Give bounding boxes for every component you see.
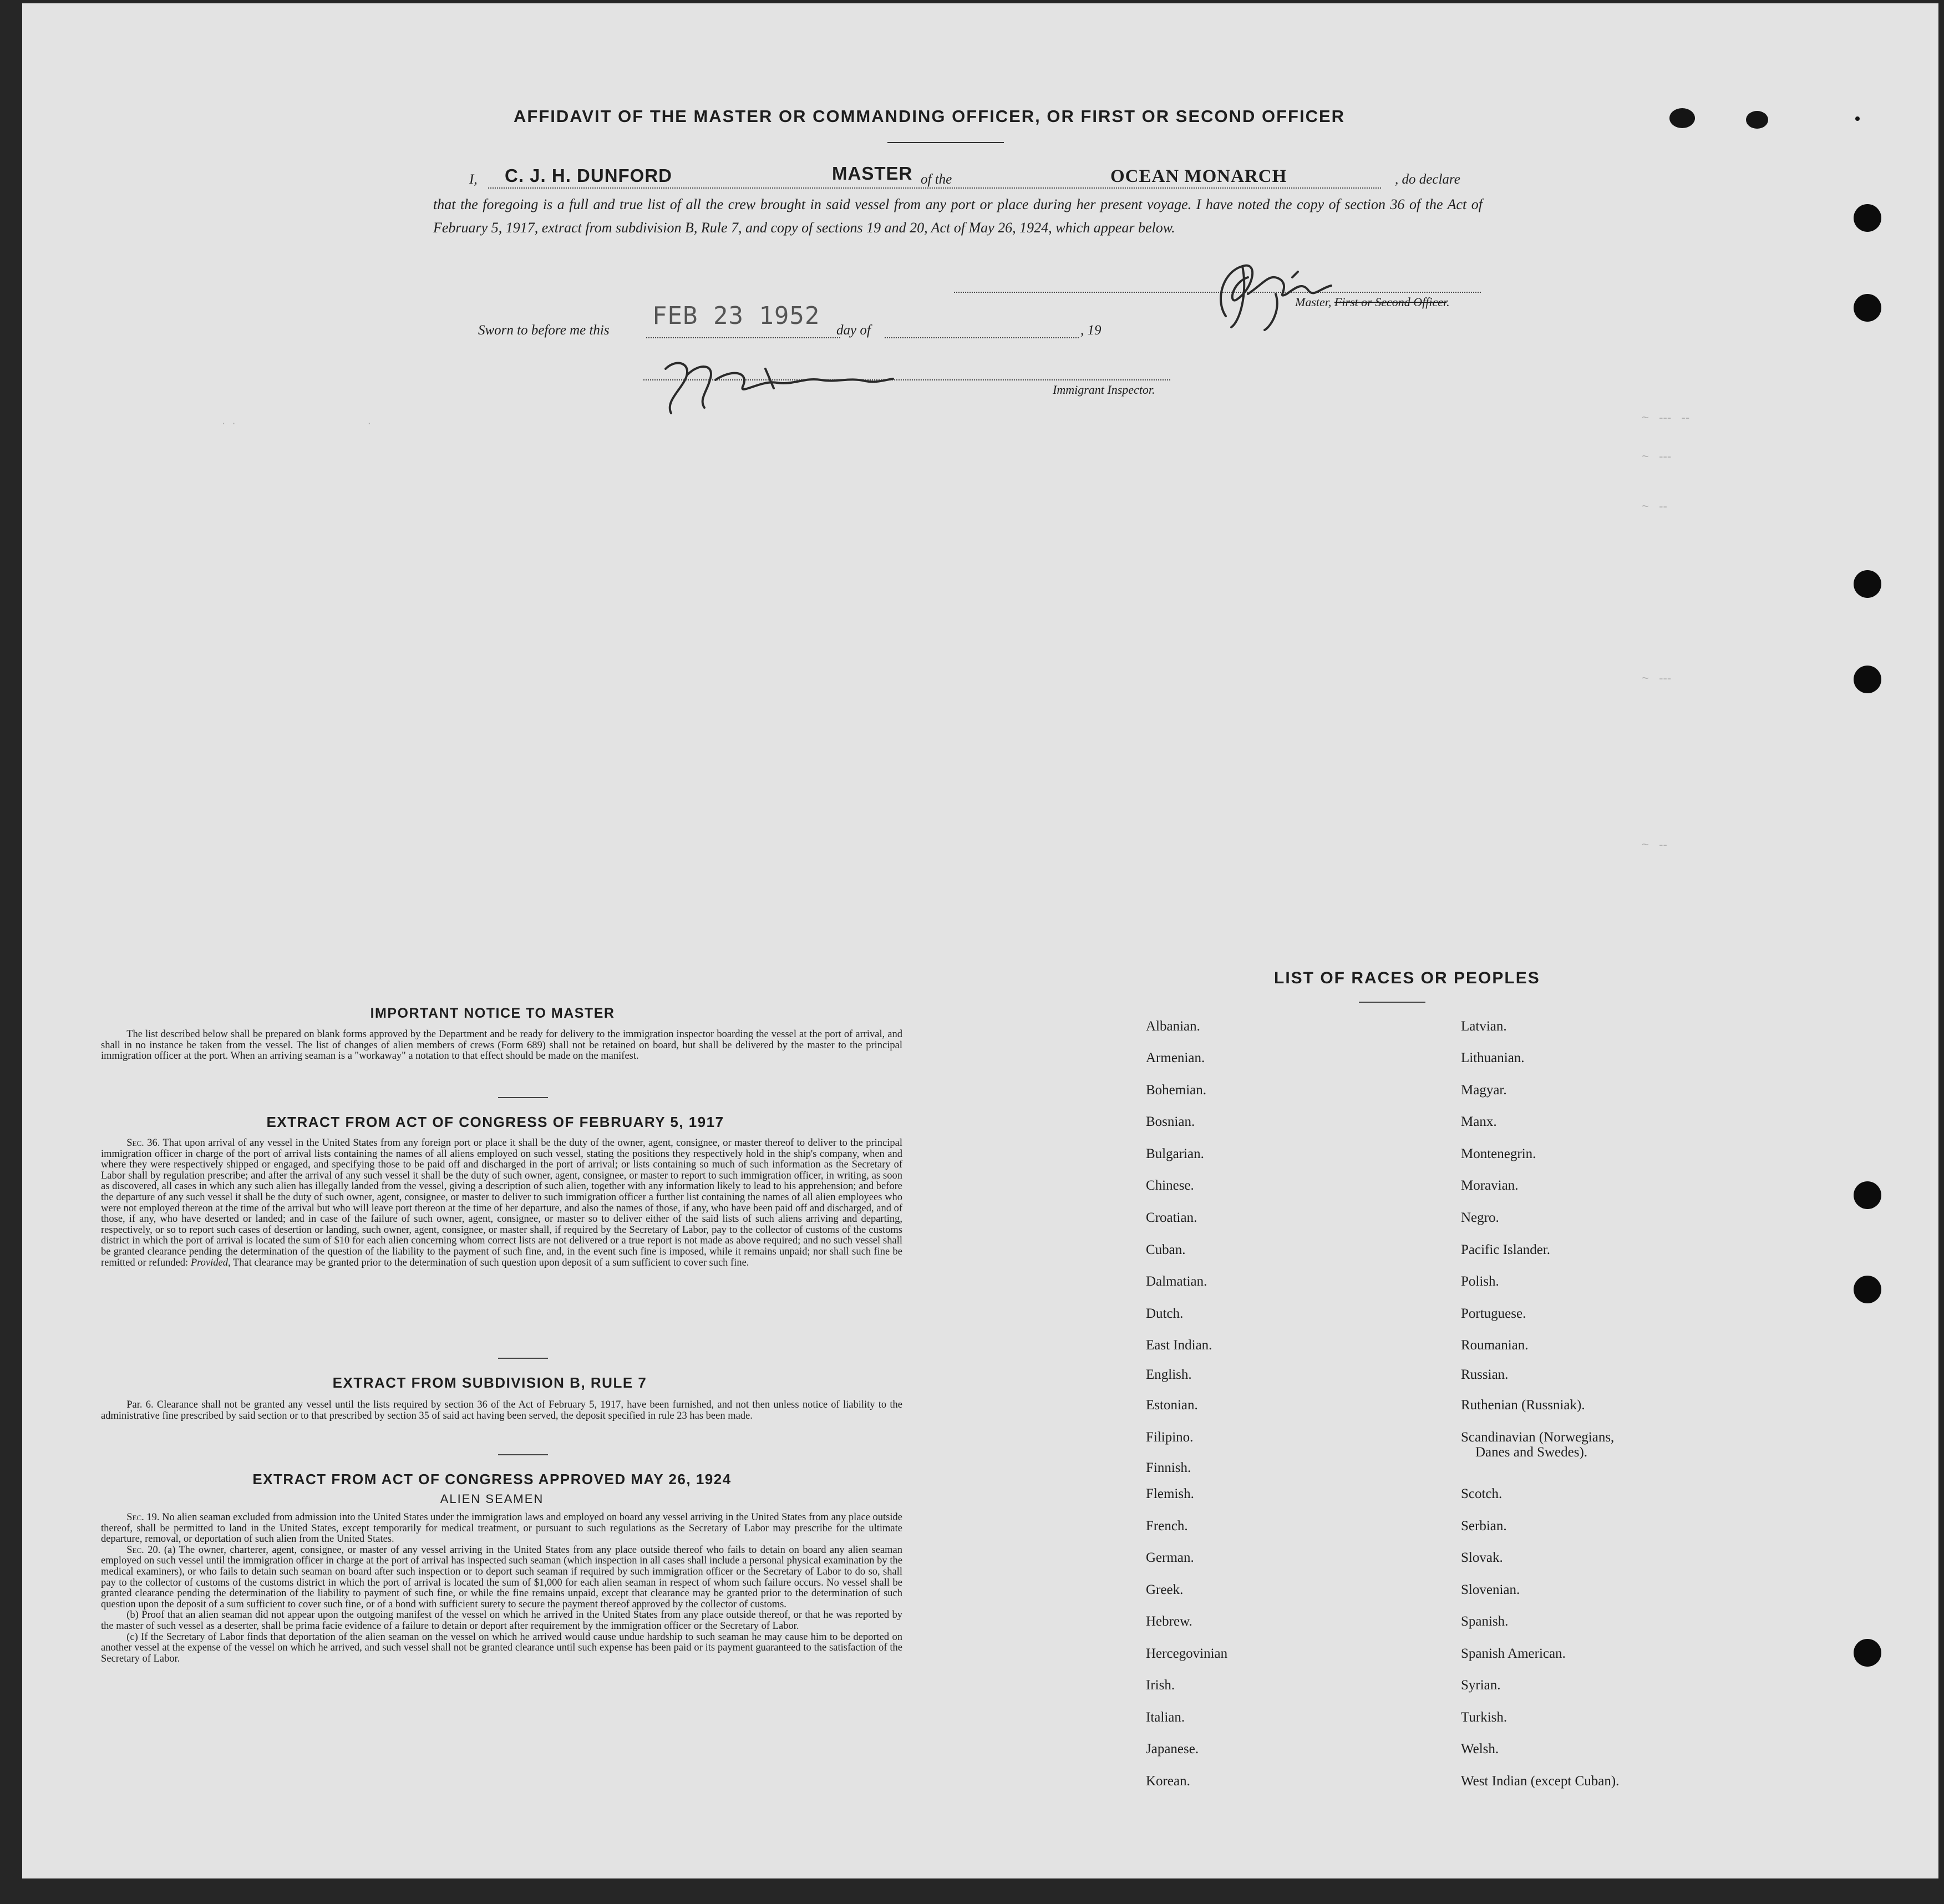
section-20a-text: (a) The owner, charterer, agent, consignee, or master of any vessel arriving in the United States from any place outside thereof who fails to detain on board any alien seaman employed on such vessel until the immigration officer in charge at the port of arrival has inspected such seaman (which inspection in all cases shall include a personal physical examination by the medical examiners), or who fails to detain such seaman on board after such inspection or to deport such seaman if required by such immigration officer or the Secretary of Labor to do so, shall pay to the collector of customs of the customs district in which the port of arrival is located the sum of $1,000 for each alien seaman in respect of whom such failure occurs. No vessel shall be granted clearance pending the determination of the liability to payment of such fine, or while the fine remains unpaid, except that clearance may be granted prior to the determination of such question upon the deposit of a sum sufficient to cover such fine, or of a bond with sufficient surety to secure the payment thereof approved by the collector of customs. [101,1544,902,1610]
notice-title: IMPORTANT NOTICE TO MASTER [370,1006,615,1021]
binder-hole [1854,1276,1881,1303]
race-item: Welsh. [1461,1741,1499,1756]
race-item: Bohemian. [1146,1083,1207,1098]
race-item: Russian. [1461,1367,1509,1382]
section-36-text: That upon arrival of any vessel in the United States from any foreign port or place it shall be the duty of the owner, agent, consignee, or master thereof to deliver to the principal immigration officer in charge of the port of arrival lists containing the names of all aliens employed on such vessel, stating the positions they respectively hold in the ship's company, when and where they were respectively shipped or engaged, and specifying those to be paid off and discharged in the port of arrival; or lists containing so much of such information as the Secretary of Labor shall by regulation prescribe; and after the arrival of any such vessel it shall be the duty of such owner, agent, consignee, or master to report to such immigration officer, in writing, as soon as discovered, all cases in which any such alien has illegally landed from the vessel, giving a description of such alien, together with any information likely to lead to his apprehension; and before the departure of any such vessel it shall be the duty of such owner, agent, consignee, or master to deliver to such immigration officer a further list containing the names of all alien employees who were not employed thereon at the time of the arrival but who will leave port thereon at the time of her departure, and also the names of those, if any, who have been paid off and discharged, and of those, if any, who have deserted or landed; and in case of the failure of such owner, agent, consignee, or master so to deliver either of the said lists of such aliens arriving and departing, respectively, or so to report such cases of desertion or landing, such owner, agent, consignee, or master shall, if required by the Secretary of Labor, pay to the collector of customs of the customs district in which the port of arrival is located the sum of $10 for each alien concerning whom correct lists are not delivered or a true report is not made as above required; and no such vessel shall be granted clearance pending the determination of the question of the liability to the payment of such fine, and, in the event such fine is imposed, while it remains unpaid; nor shall such fine be remitted or refunded: [101,1138,902,1268]
race-item: Armenian. [1146,1050,1205,1065]
race-item: Danes and Swedes). [1475,1445,1588,1460]
race-item: Italian. [1146,1710,1185,1725]
master-signature [1209,238,1337,333]
race-item: Dalmatian. [1146,1274,1207,1289]
section-20a [101,1545,902,1611]
race-item: Syrian. [1461,1678,1501,1693]
bleed-through-text: . . . [222,413,371,427]
year-label: , 19 [1080,323,1102,338]
race-item: Hercegovinian [1146,1646,1228,1661]
section-divider [498,1097,548,1098]
race-item: Magyar. [1461,1083,1507,1098]
binder-hole [1854,204,1881,232]
section-20c: (c) If the Secretary of Labor finds that deportation of the alien seaman on the vessel on which he arrived would cause undue hardship to such seaman he may cause him to be deported on another vessel at the expense of the vessel on which he arrived, and such vessel shall not be granted clearance until such expense has been paid or its payment guaranteed to the satisfaction of the Secretary of Labor. [101,1631,902,1664]
race-item: Dutch. [1146,1306,1184,1321]
race-item: French. [1146,1519,1188,1534]
bleed-through-text: ~ -- [1642,837,1667,851]
section-divider [498,1454,548,1455]
declaration-line [488,187,1381,189]
extract-rule7-body: Par. 6. Clearance shall not be granted any vessel until the lists required by section 36 of the Act of February 5, 1917, have been furnished, and not then unless notice of liability to the administrative fine prescribed by said section or to that prescribed by section 35 of said act having been served, the deposit specified in rule 23 has been made. [101,1399,902,1421]
race-item: Japanese. [1146,1741,1199,1756]
notice-body: The list described below shall be prepared on blank forms approved by the Department and be ready for delivery to the immigration inspector boarding the vessel at the port of arrival, and shall in no instance be taken from the vessel. The list of changes of alien members of crews (Form 689) shall not be retained on board, but shall be delivered by the master to the principal immigration officer at the port. When an arriving seaman is a "workaway" a notation to that effect should be made on the manifest. [101,1029,902,1062]
ink-speck [1855,116,1860,121]
extract-1917-title: EXTRACT FROM ACT OF CONGRESS OF FEBRUARY 5, 1917 [266,1114,724,1130]
race-item: Turkish. [1461,1710,1508,1725]
master-name: C. J. H. DUNFORD [505,165,673,186]
vessel-name: OCEAN MONARCH [1110,166,1287,186]
race-item: Korean. [1146,1774,1190,1789]
section-20b: (b) Proof that an alien seaman did not appear upon the outgoing manifest of the vessel on which he arrived in the United States from any place outside thereof, or that he was reported by the master of such vessel as a deserter, shall be prima facie evidence of a failure to detain or deport after requirement by the immigration officer or the Secretary of Labor. [101,1609,902,1632]
section-19-label: Sec. 19. [126,1512,160,1523]
race-item: Bosnian. [1146,1114,1195,1129]
race-item: Hebrew. [1146,1614,1192,1629]
race-item: West Indian (except Cuban). [1461,1774,1620,1789]
alien-seamen-subtitle: ALIEN SEAMEN [440,1492,544,1506]
section-19 [101,1512,902,1545]
extract-1917-body [101,1138,902,1268]
title-divider [887,142,1004,143]
section-20-label: Sec. 20. [126,1544,161,1556]
signature-caption-struck: First or Second Officer [1334,295,1447,309]
of-the-label: of the [921,172,952,187]
rank-value: MASTER [832,163,913,184]
sworn-day-line [646,337,840,338]
signature-caption-prefix: Master, [1295,295,1332,309]
binder-hole [1854,666,1881,693]
race-item: Montenegrin. [1461,1146,1536,1161]
race-item: Polish. [1461,1274,1499,1289]
races-divider [1359,1002,1425,1003]
race-item: Greek. [1146,1582,1184,1597]
day-of-label: day of [836,323,871,338]
race-item: Ruthenian (Russniak). [1461,1398,1585,1413]
race-item: Roumanian. [1461,1338,1529,1353]
bleed-through-text: ~ --- -- [1642,410,1690,424]
race-item: East Indian. [1146,1338,1212,1353]
races-title: LIST OF RACES OR PEOPLES [1274,969,1540,987]
race-item: German. [1146,1550,1194,1565]
race-item: Slovenian. [1461,1582,1520,1597]
inspector-signature [654,347,899,419]
race-item: Portuguese. [1461,1306,1526,1321]
extract-1924-title: EXTRACT FROM ACT OF CONGRESS APPROVED MAY 26, 1924 [252,1471,732,1487]
race-item: Moravian. [1461,1178,1519,1193]
race-item: Lithuanian. [1461,1050,1525,1065]
race-item: Albanian. [1146,1019,1200,1034]
race-item: Flemish. [1146,1486,1194,1501]
proviso-text: That clearance may be granted prior to the determination of such question upon deposit of a sum sufficient to cover such fine. [232,1257,749,1268]
section-19-text: No alien seaman excluded from admission into the United States under the immigration laws and employed on board any vessel arriving in the United States from any place outside thereof, shall be permitted to land in the United States, except temporarily for medical treatment, or pursuant to such regulations as the Secretary of Labor may prescribe for the ultimate departure, removal, or deportation of such alien from the United States. [101,1512,902,1545]
declaration-text: that the foregoing is a full and true list of all the crew brought in said vessel from any port or place during her present voyage. I have noted the copy of section 36 of the Act of February 5, 1917, extract from subdivision B, Rule 7, and copy of sections 19 and 20, Act of May 26, 1924, which appear below. [433,196,1483,236]
signature-caption: Master, First or Second Officer. [1295,295,1450,309]
race-item: English. [1146,1367,1192,1382]
binder-hole [1854,1181,1881,1209]
race-item: Spanish. [1461,1614,1509,1629]
date-stamp: FEB 23 1952 [652,302,820,330]
race-item: Spanish American. [1461,1646,1566,1661]
pronoun-label: I, [469,172,478,187]
race-item: Slovak. [1461,1550,1503,1565]
race-item: Chinese. [1146,1178,1194,1193]
proviso-label: Provided, [190,1257,231,1268]
race-item: Bulgarian. [1146,1146,1204,1161]
declare-label: , do declare [1395,172,1460,187]
bleed-through-text: ~ --- [1642,449,1672,463]
binder-hole [1854,1639,1881,1667]
extract-1924-body [101,1512,902,1664]
race-item: Negro. [1461,1210,1499,1225]
race-item: Irish. [1146,1678,1175,1693]
race-item: Estonian. [1146,1398,1198,1413]
binder-hole [1854,294,1881,322]
race-item: Scandinavian (Norwegians, [1461,1430,1615,1445]
race-item: Filipino. [1146,1430,1194,1445]
binder-hole [1854,570,1881,598]
sworn-label: Sworn to before me this [478,323,610,338]
bleed-through-text: ~ -- [1642,499,1667,513]
ink-blot [1669,108,1695,128]
affidavit-title: AFFIDAVIT OF THE MASTER OR COMMANDING OFFICER, OR FIRST OR SECOND OFFICER [514,106,1346,126]
race-item: Finnish. [1146,1460,1191,1475]
section-divider [498,1358,548,1359]
race-item: Serbian. [1461,1519,1507,1534]
race-item: Latvian. [1461,1019,1507,1034]
extract-rule7-title: EXTRACT FROM SUBDIVISION B, RULE 7 [332,1374,647,1391]
bleed-through-text: ~ --- [1642,671,1672,685]
sworn-month-line [885,337,1079,338]
ink-blot [1746,111,1768,129]
section-36-label: Sec. 36. [126,1138,160,1149]
inspector-caption: Immigrant Inspector. [1053,383,1155,397]
race-item: Cuban. [1146,1242,1186,1257]
race-item: Scotch. [1461,1486,1503,1501]
race-item: Pacific Islander. [1461,1242,1551,1257]
race-item: Manx. [1461,1114,1497,1129]
race-item: Croatian. [1146,1210,1197,1225]
